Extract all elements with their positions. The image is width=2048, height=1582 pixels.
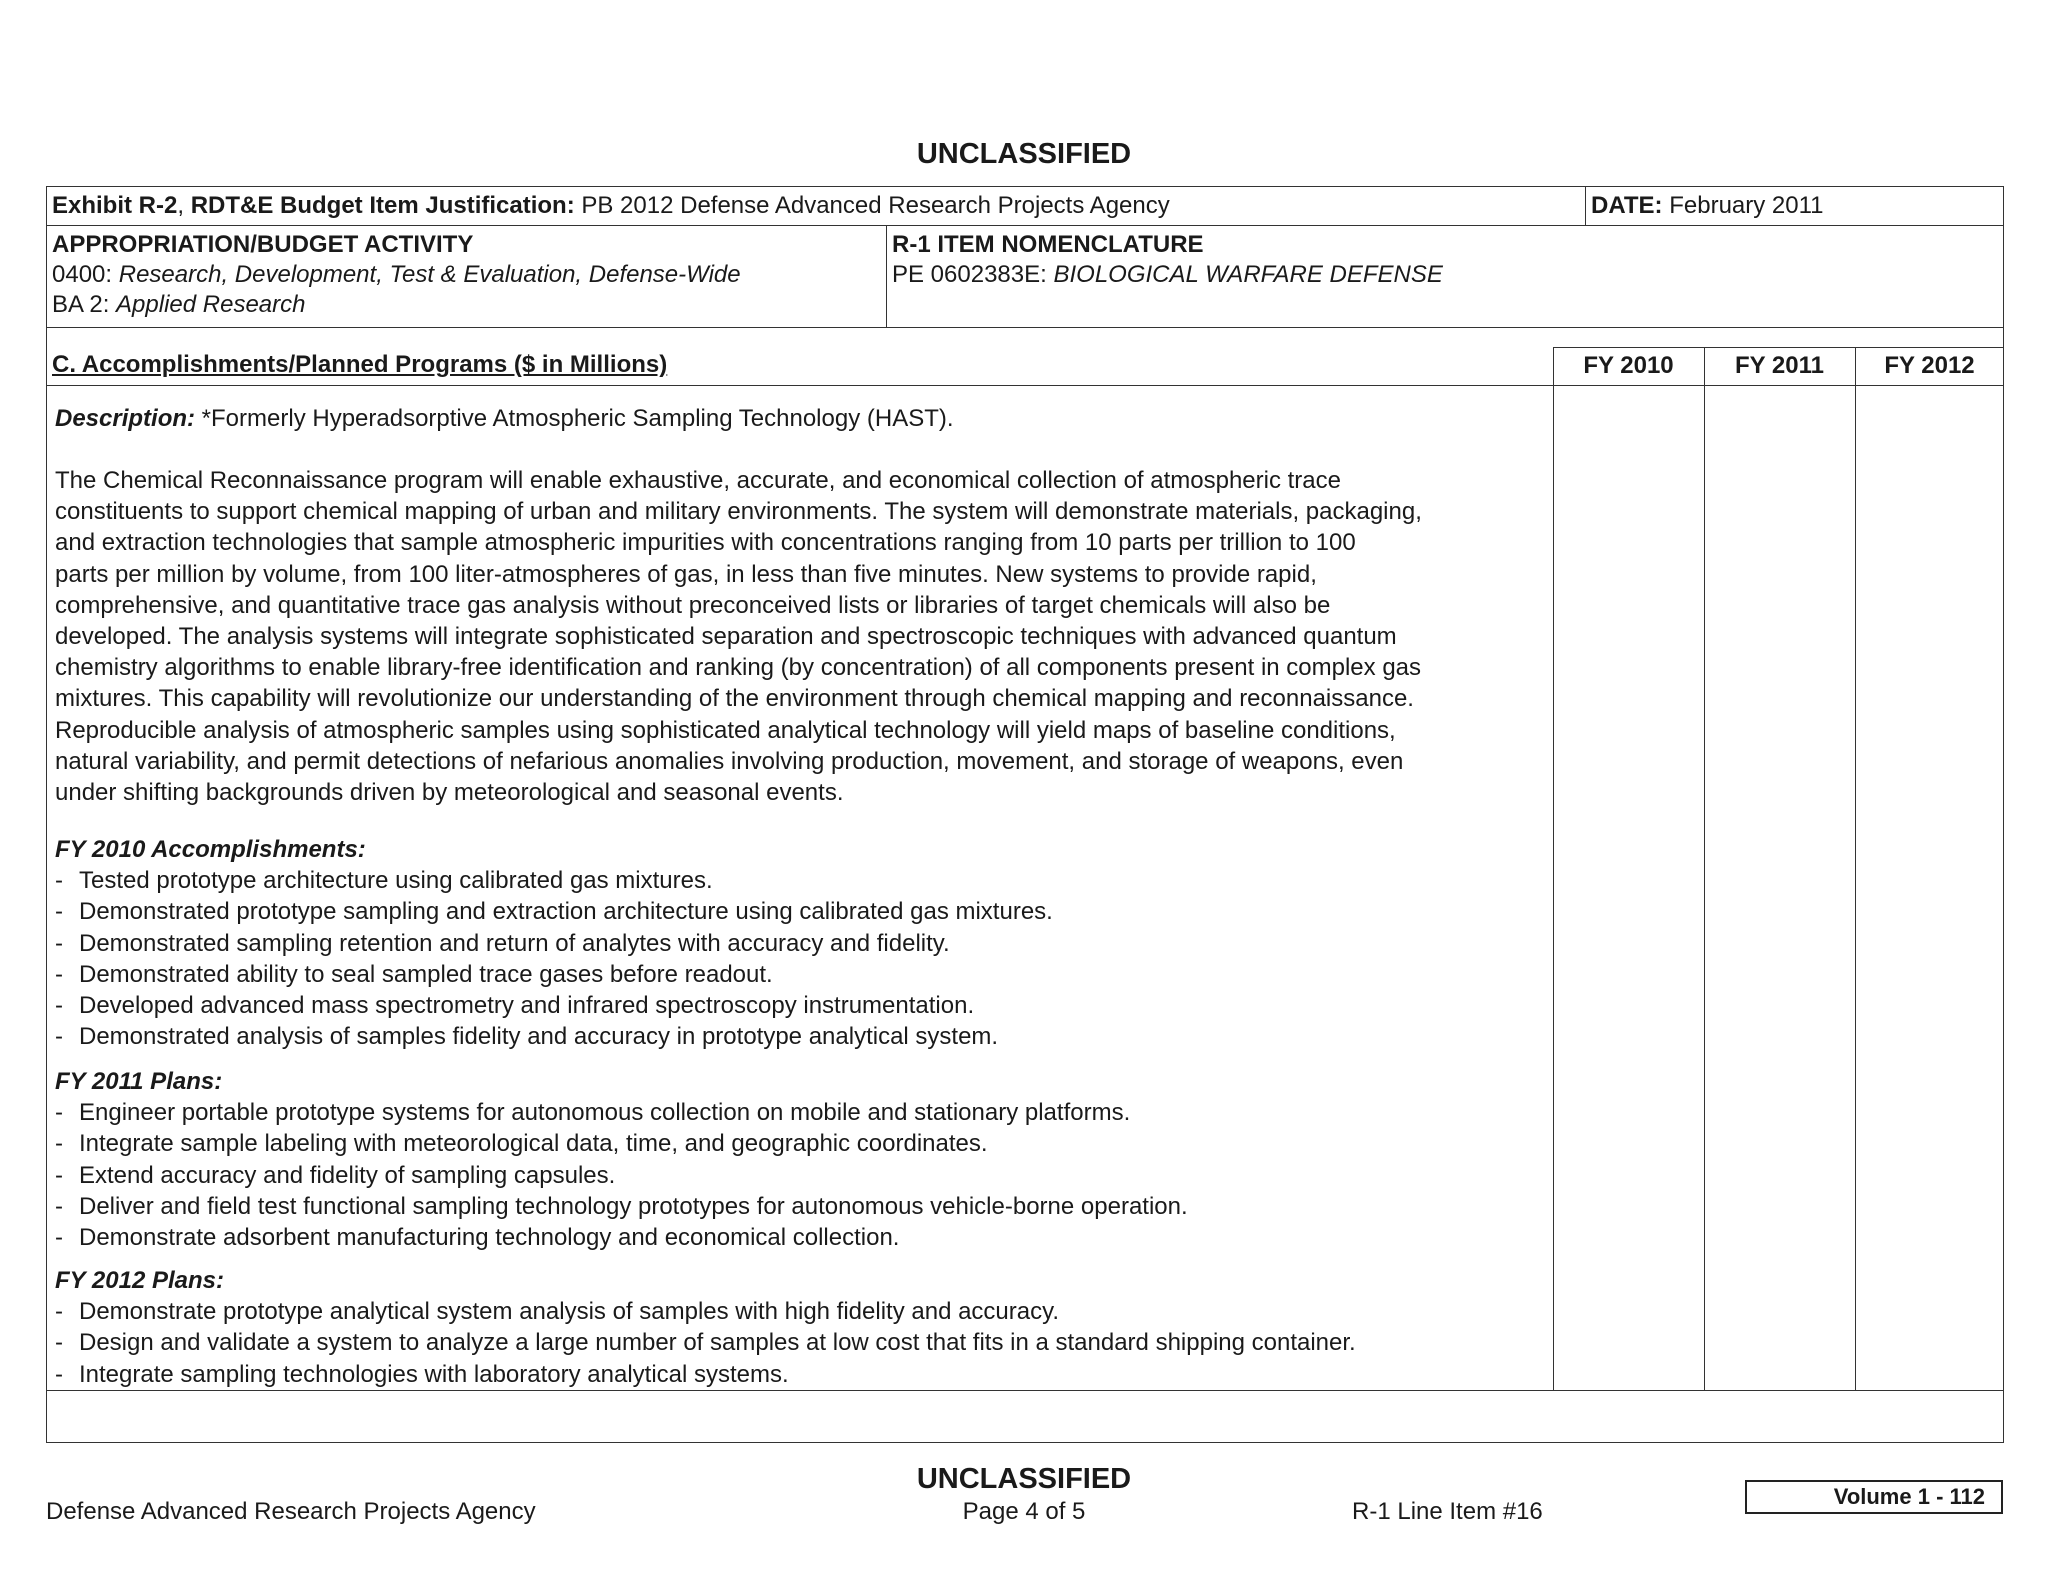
- list-item: - Engineer portable prototype systems for autonomous collection on mobile and stationary platforms.: [55, 1097, 1188, 1128]
- nomenclature-label: R-1 ITEM NOMENCLATURE: [892, 231, 1204, 258]
- ba-name: Applied Research: [116, 291, 306, 318]
- classification-bottom: UNCLASSIFIED: [916, 1463, 1132, 1495]
- list-item: - Demonstrated analysis of samples fidelity and accuracy in prototype analytical system.: [55, 1021, 1053, 1052]
- paragraph-line: constituents to support chemical mapping of urban and military environments. The system will demonstrate materials, packaging,: [55, 498, 1422, 526]
- footer-page: Page 4 of 5: [962, 1498, 1086, 1525]
- divider: [886, 225, 887, 327]
- list-item: - Demonstrate prototype analytical system analysis of samples with high fidelity and accuracy.: [55, 1296, 1356, 1327]
- pe-name: BIOLOGICAL WARFARE DEFENSE: [1053, 261, 1443, 288]
- list-item: - Demonstrate adsorbent manufacturing technology and economical collection.: [55, 1222, 1188, 1253]
- volume-box: Volume 1 - 112: [1745, 1480, 2003, 1514]
- description-label: Description:: [55, 405, 196, 432]
- exhibit-title: [52, 191, 1170, 221]
- divider: [46, 385, 2004, 386]
- exhibit-separator: ,: [177, 192, 191, 219]
- appropriation-name: Research, Development, Test & Evaluation, Defense-Wide: [118, 261, 741, 288]
- divider: [1704, 347, 1705, 1390]
- ba-code: BA 2:: [52, 291, 117, 318]
- date-value: February 2011: [1662, 192, 1824, 219]
- paragraph-line: Reproducible analysis of atmospheric samples using sophisticated analytical technology will yield maps of baseline conditions,: [55, 716, 1396, 744]
- justification-label: RDT&E Budget Item Justification:: [190, 192, 575, 219]
- program-paragraph: [55, 465, 1422, 808]
- fy2012-heading: FY 2012 Plans:: [55, 1267, 224, 1294]
- fy-column-header: FY 2011: [1735, 352, 1824, 379]
- divider: [1553, 347, 1554, 1390]
- fy2012-section: [55, 1265, 1356, 1390]
- paragraph-line: chemistry algorithms to enable library-free identification and ranking (by concentration) of all components present in complex gas: [55, 654, 1422, 682]
- paragraph-line: under shifting backgrounds driven by meteorological and seasonal events.: [55, 779, 844, 807]
- exhibit-label: Exhibit R-2: [52, 192, 178, 219]
- list-item: - Demonstrated sampling retention and return of analytes with accuracy and fidelity.: [55, 928, 1053, 959]
- list-item: - Tested prototype architecture using calibrated gas mixtures.: [55, 865, 1053, 896]
- paragraph-line: comprehensive, and quantitative trace gas analysis without preconceived lists or libraries of target chemicals will also be: [55, 591, 1331, 619]
- date-label: DATE:: [1591, 192, 1663, 219]
- paragraph-line: mixtures. This capability will revolutionize our understanding of the environment through chemical mapping and reconnaissance.: [55, 685, 1414, 713]
- divider: [46, 1390, 2004, 1391]
- divider: [1585, 186, 1586, 225]
- list-item: - Demonstrated prototype sampling and extraction architecture using calibrated gas mixtures.: [55, 896, 1053, 927]
- nomenclature-block: [892, 230, 1443, 290]
- paragraph-line: natural variability, and permit detections of nefarious anomalies involving production, movement, and storage of weapons, even: [55, 747, 1404, 775]
- paragraph-line: and extraction technologies that sample atmospheric impurities with concentrations ranging from 10 parts per trillion to 100: [55, 529, 1356, 557]
- fy2010-heading: FY 2010 Accomplishments:: [55, 836, 366, 863]
- paragraph-line: developed. The analysis systems will integrate sophisticated separation and spectroscopic techniques with advanced quantum: [55, 623, 1397, 651]
- fy-column-header: FY 2010: [1583, 352, 1674, 379]
- section-title: C. Accomplishments/Planned Programs ($ in Millions): [52, 351, 668, 378]
- divider: [1553, 347, 2004, 348]
- list-item: - Integrate sampling technologies with laboratory analytical systems.: [55, 1359, 1356, 1390]
- fy2011-section: [55, 1066, 1188, 1253]
- description-value: *Formerly Hyperadsorptive Atmospheric Sampling Technology (HAST).: [195, 405, 954, 432]
- divider: [46, 225, 2004, 226]
- footer-line-item: R-1 Line Item #16: [1352, 1498, 1543, 1525]
- paragraph-line: parts per million by volume, from 100 liter-atmospheres of gas, in less than five minutes. New systems to provide rapid,: [55, 560, 1317, 588]
- classification-top: UNCLASSIFIED: [916, 138, 1132, 170]
- list-item: - Integrate sample labeling with meteorological data, time, and geographic coordinates.: [55, 1128, 1188, 1159]
- list-item: - Developed advanced mass spectrometry and infrared spectroscopy instrumentation.: [55, 990, 1053, 1021]
- list-item: - Design and validate a system to analyze a large number of samples at low cost that fits in a standard shipping container.: [55, 1327, 1356, 1358]
- paragraph-line: The Chemical Reconnaissance program will enable exhaustive, accurate, and economical collection of atmospheric trace: [55, 467, 1341, 494]
- appropriation-code: 0400:: [52, 261, 119, 288]
- footer-agency: Defense Advanced Research Projects Agency: [46, 1498, 536, 1525]
- date-field: [1591, 191, 1824, 221]
- list-item: - Extend accuracy and fidelity of sampling capsules.: [55, 1160, 1188, 1191]
- justification-value: PB 2012 Defense Advanced Research Projects Agency: [574, 192, 1170, 219]
- pe-code: PE 0602383E:: [892, 261, 1054, 288]
- fy-column-header: FY 2012: [1884, 352, 1975, 379]
- list-item: - Deliver and field test functional sampling technology prototypes for autonomous vehicle-borne operation.: [55, 1191, 1188, 1222]
- fy2010-section: [55, 834, 1053, 1052]
- description-line: [55, 403, 954, 434]
- list-item: - Demonstrated ability to seal sampled trace gases before readout.: [55, 959, 1053, 990]
- divider: [1855, 347, 1856, 1390]
- appropriation-block: [52, 230, 741, 320]
- divider: [46, 327, 2004, 328]
- fy2011-heading: FY 2011 Plans:: [55, 1068, 223, 1095]
- appropriation-label: APPROPRIATION/BUDGET ACTIVITY: [52, 231, 474, 258]
